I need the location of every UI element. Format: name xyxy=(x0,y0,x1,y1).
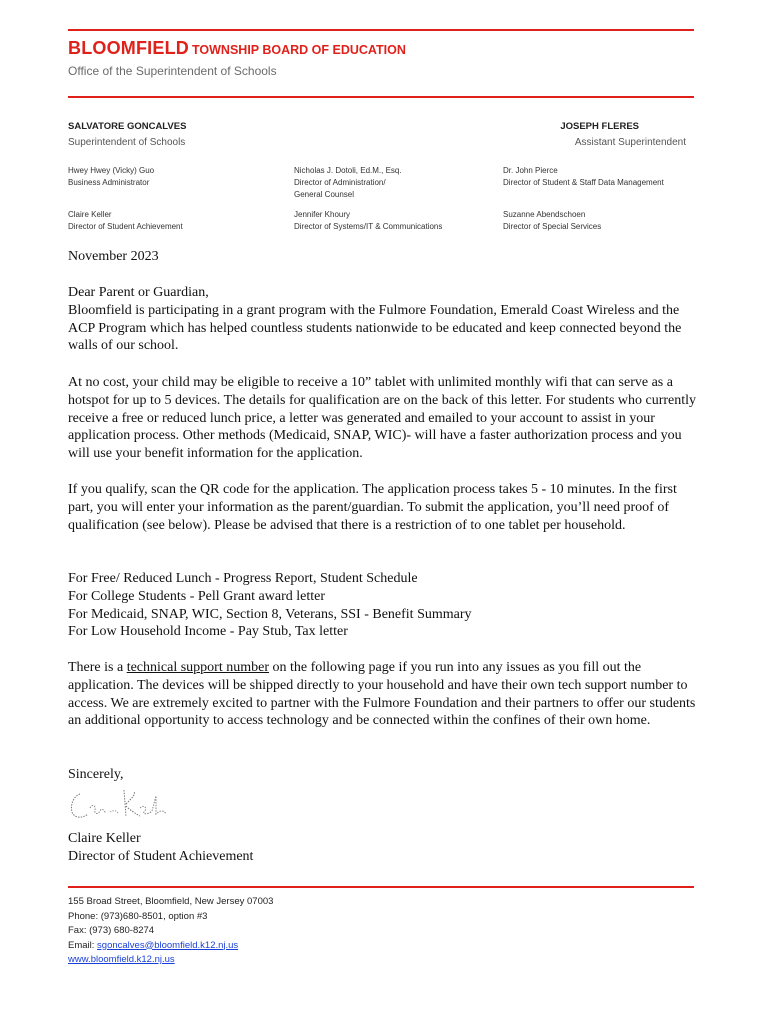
staff-title: Director of Administration/ xyxy=(294,178,386,187)
staff-name: Dr. John Pierce xyxy=(503,166,558,175)
staff-entry xyxy=(68,165,154,189)
staff-name: Jennifer Khoury xyxy=(294,210,351,219)
staff-entry xyxy=(294,165,402,201)
staff-name: Claire Keller xyxy=(68,210,112,219)
assistant-superintendent-name: JOSEPH FLERES xyxy=(560,121,639,132)
signature-image xyxy=(66,786,176,826)
staff-title: Director of Student & Staff Data Management xyxy=(503,178,664,187)
staff-entry xyxy=(503,209,601,233)
staff-entry xyxy=(68,209,183,233)
paragraph-3: If you qualify, scan the QR code for the application. The application process takes 5 - 10 minutes. In the first part, you will enter your information as the parent/guardian. To submit the application, you’ll need proof of qualification (see below). Please be advised that there is a restriction of to one tablet per household. xyxy=(68,482,677,533)
staff-title: Director of Systems/IT & Communications xyxy=(294,222,443,231)
paragraph-5 xyxy=(68,659,698,730)
footer-website-line xyxy=(68,953,273,968)
staff-name: Nicholas J. Dotoli, Ed.M., Esq. xyxy=(294,166,402,175)
technical-support-link[interactable]: technical support number xyxy=(126,660,269,675)
proof-item: For Medicaid, SNAP, WIC, Section 8, Veterans, SSI - Benefit Summary xyxy=(68,606,472,622)
footer-email-line xyxy=(68,939,273,954)
assistant-superintendent-title: Assistant Superintendent xyxy=(574,137,686,148)
email-label: Email: xyxy=(68,939,98,951)
signer-name: Claire Keller xyxy=(68,831,141,846)
paragraph-2: At no cost, your child may be eligible to receive a 10” tablet with unlimited monthly wifi that can serve as a hotspot for up to 5 devices. The details for qualification are on the back of this letter. For students who currently receive a free or reduced lunch price, a letter was generated and emailed to your account to assist in your application process. Other methods (Medicaid, SNAP, WIC)- will have a faster authorization process and you will use your benefit information for the application. xyxy=(68,375,697,462)
organization-name xyxy=(68,38,406,59)
top-rule xyxy=(68,29,694,31)
proof-item: For College Students - Pell Grant award letter xyxy=(68,588,325,604)
staff-name: Hwey Hwey (Vicky) Guo xyxy=(68,166,155,175)
footer-contact xyxy=(68,895,273,968)
letter-intro xyxy=(68,284,698,355)
staff-entry xyxy=(503,165,664,189)
paragraph-5-start: There is a xyxy=(68,660,127,675)
proof-item: For Low Household Income - Pay Stub, Tax letter xyxy=(68,624,348,640)
closing: Sincerely, xyxy=(68,767,124,782)
paragraph-5-rest: on the following page if you run into any issues as you fill out the application. The devices will be shipped directly to your household and have their own tech support number to access. We are extremely excited to partner with the Fulmore Foundation and their partners to offer our students an additional opportunity to access technology and be connected within the confines of their own home. xyxy=(68,660,696,729)
staff-title-cont: General Counsel xyxy=(294,190,355,199)
superintendent-name: SALVATORE GONCALVES xyxy=(68,121,187,132)
email-link[interactable]: sgoncalves@bloomfield.k12.nj.us xyxy=(97,939,239,951)
staff-entry xyxy=(294,209,442,233)
staff-name: Suzanne Abendschoen xyxy=(503,210,586,219)
website-link[interactable]: www.bloomfield.k12.nj.us xyxy=(68,954,175,965)
office-subtitle: Office of the Superintendent of Schools xyxy=(68,64,277,78)
staff-title: Director of Student Achievement xyxy=(68,222,183,231)
proof-item: For Free/ Reduced Lunch - Progress Report, Student Schedule xyxy=(68,571,418,586)
superintendent-title: Superintendent of Schools xyxy=(68,137,186,148)
footer-address: 155 Broad Street, Bloomfield, New Jersey 07003 xyxy=(68,896,274,907)
footer-fax: Fax: (973) 680-8274 xyxy=(68,925,155,936)
proof-list xyxy=(68,570,698,641)
paragraph-1: Bloomfield is participating in a grant program with the Fulmore Foundation, Emerald Coast Wireless and the ACP Program which has helped countless students nationwide to be educated and keep connected beyond the walls of our school. xyxy=(68,302,682,354)
staff-title: Business Administrator xyxy=(68,178,150,187)
footer-rule xyxy=(68,886,694,888)
header-rule xyxy=(68,96,694,98)
signer-title: Director of Student Achievement xyxy=(68,848,254,864)
staff-title: Director of Special Services xyxy=(503,222,602,231)
org-main: BLOOMFIELD xyxy=(68,38,189,58)
footer-phone: Phone: (973)680-8501, option #3 xyxy=(68,910,208,922)
salutation: Dear Parent or Guardian, xyxy=(68,285,209,300)
letter-date: November 2023 xyxy=(68,249,159,264)
org-sub: TOWNSHIP BOARD OF EDUCATION xyxy=(192,43,406,57)
signer-block xyxy=(68,830,698,866)
